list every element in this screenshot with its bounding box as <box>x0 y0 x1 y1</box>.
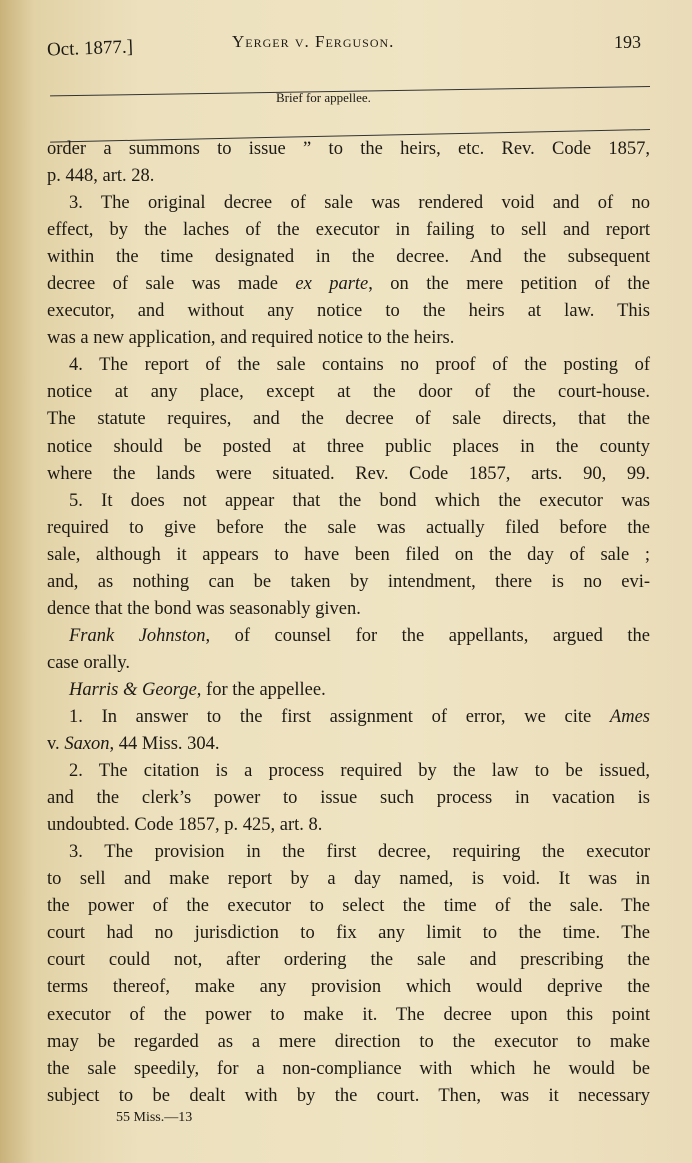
text-line <box>47 812 650 839</box>
line-text: sale, although it appears to have been filed on the day of sale ; <box>47 544 650 565</box>
line-text: 1. In answer to the first assignment of error, we cite <box>69 706 610 727</box>
line-text: subject to be dealt with by the court. Then, was it necessary <box>47 1085 650 1106</box>
text-line <box>47 542 650 569</box>
text-line <box>47 974 650 1001</box>
line-text: court had no jurisdiction to fix any limit to the time. The <box>47 923 650 944</box>
text-line <box>47 947 650 974</box>
line-text: decree of sale was made <box>47 274 296 295</box>
line-text: may be regarded as a mere direction to the executor to make <box>47 1031 650 1052</box>
text-line <box>47 298 650 325</box>
text-line <box>47 190 650 217</box>
line-text: , of counsel for the appellants, argued the <box>205 625 650 646</box>
line-text: executor of the power to make it. The decree upon this point <box>47 1004 650 1025</box>
line-text: where the lands were situated. Rev. Code 1857, arts. 90, 99. <box>47 463 650 484</box>
line-text: , 44 Miss. 304. <box>109 734 220 755</box>
line-text: , for the appellee. <box>196 679 326 700</box>
line-text: v. <box>47 734 65 755</box>
text-line <box>47 1002 650 1029</box>
text-line <box>47 244 650 271</box>
line-text: executor, and without any notice to the heirs at law. This <box>47 301 650 322</box>
line-text: within the time designated in the decree. And the subsequent <box>47 247 650 268</box>
line-text: The statute requires, and the decree of sale directs, that the <box>47 409 650 430</box>
signature-mark: 55 Miss.—13 <box>116 1110 193 1125</box>
text-line <box>47 434 650 461</box>
text-line <box>47 217 650 244</box>
page-number: 193 <box>614 32 641 52</box>
running-head-title: Yerger v. Ferguson. <box>232 32 395 51</box>
line-text: the sale speedily, for a non-compliance with which he would be <box>47 1058 650 1079</box>
line-text: notice at any place, except at the door of the court-house. <box>47 382 650 403</box>
line-text: 3. The original decree of sale was rendered void and of no <box>69 193 650 214</box>
italic-text: ex parte <box>295 274 369 295</box>
line-text: was a new application, and required notice to the heirs. <box>47 328 455 349</box>
line-text: p. 448, art. 28. <box>47 166 155 187</box>
line-text: 3. The provision in the first decree, requiring the executor <box>69 842 650 863</box>
line-text: and, as nothing can be taken by intendment, there is no evi- <box>47 571 650 592</box>
section-subtitle: Brief for appellee. <box>276 90 371 105</box>
text-line <box>47 488 650 515</box>
line-text: notice should be posted at three public places in the county <box>47 436 650 457</box>
line-text: 4. The report of the sale contains no proof of the posting of <box>69 355 650 376</box>
line-text: required to give before the sale was actually filed before the <box>47 517 650 538</box>
text-line <box>47 379 650 406</box>
text-line <box>47 596 650 623</box>
text-line <box>47 1083 650 1110</box>
line-text: terms thereof, make any provision which would deprive the <box>47 977 650 998</box>
line-text: the power of the executor to select the time of the sale. The <box>47 896 650 917</box>
text-line <box>47 136 650 163</box>
italic-text: Harris & George <box>69 679 197 700</box>
text-line <box>47 271 650 298</box>
text-line <box>47 163 650 190</box>
line-text: , on the mere petition of the <box>368 274 651 295</box>
line-text: 2. The citation is a process required by the law to be issued, <box>69 761 650 782</box>
running-head-date: Oct. 1877.] <box>46 36 134 61</box>
text-line <box>47 677 650 704</box>
line-text: effect, by the laches of the executor in failing to sell and report <box>47 220 650 241</box>
line-text: dence that the bond was seasonably given. <box>47 598 361 619</box>
text-line <box>47 569 650 596</box>
line-text: 5. It does not appear that the bond which the executor was <box>69 490 650 511</box>
text-line <box>47 515 650 542</box>
text-line <box>47 920 650 947</box>
line-text: court could not, after ordering the sale and prescribing the <box>47 950 650 971</box>
text-line <box>47 623 650 650</box>
text-line <box>47 1056 650 1083</box>
line-text: order a summons to issue ” to the heirs, etc. Rev. Code 1857, <box>47 139 650 159</box>
text-line <box>47 704 650 731</box>
page-body <box>47 136 650 1110</box>
italic-text: Saxon <box>64 734 110 755</box>
line-text: undoubted. Code 1857, p. 425, art. 8. <box>47 815 323 836</box>
text-line <box>47 352 650 379</box>
text-line <box>47 893 650 920</box>
line-text: case orally. <box>47 652 131 673</box>
text-line <box>47 731 650 758</box>
text-line <box>47 325 650 352</box>
text-line <box>47 406 650 433</box>
text-line <box>47 758 650 785</box>
line-text: and the clerk’s power to issue such process in vacation is <box>47 788 650 809</box>
text-line <box>47 785 650 812</box>
text-line <box>47 461 650 488</box>
text-line <box>47 866 650 893</box>
text-line <box>47 650 650 677</box>
italic-text: Frank Johnston <box>69 625 206 646</box>
line-text: to sell and make report by a day named, is void. It was in <box>47 869 650 890</box>
italic-text: Ames <box>609 706 650 727</box>
text-line <box>47 1029 650 1056</box>
text-line <box>47 839 650 866</box>
